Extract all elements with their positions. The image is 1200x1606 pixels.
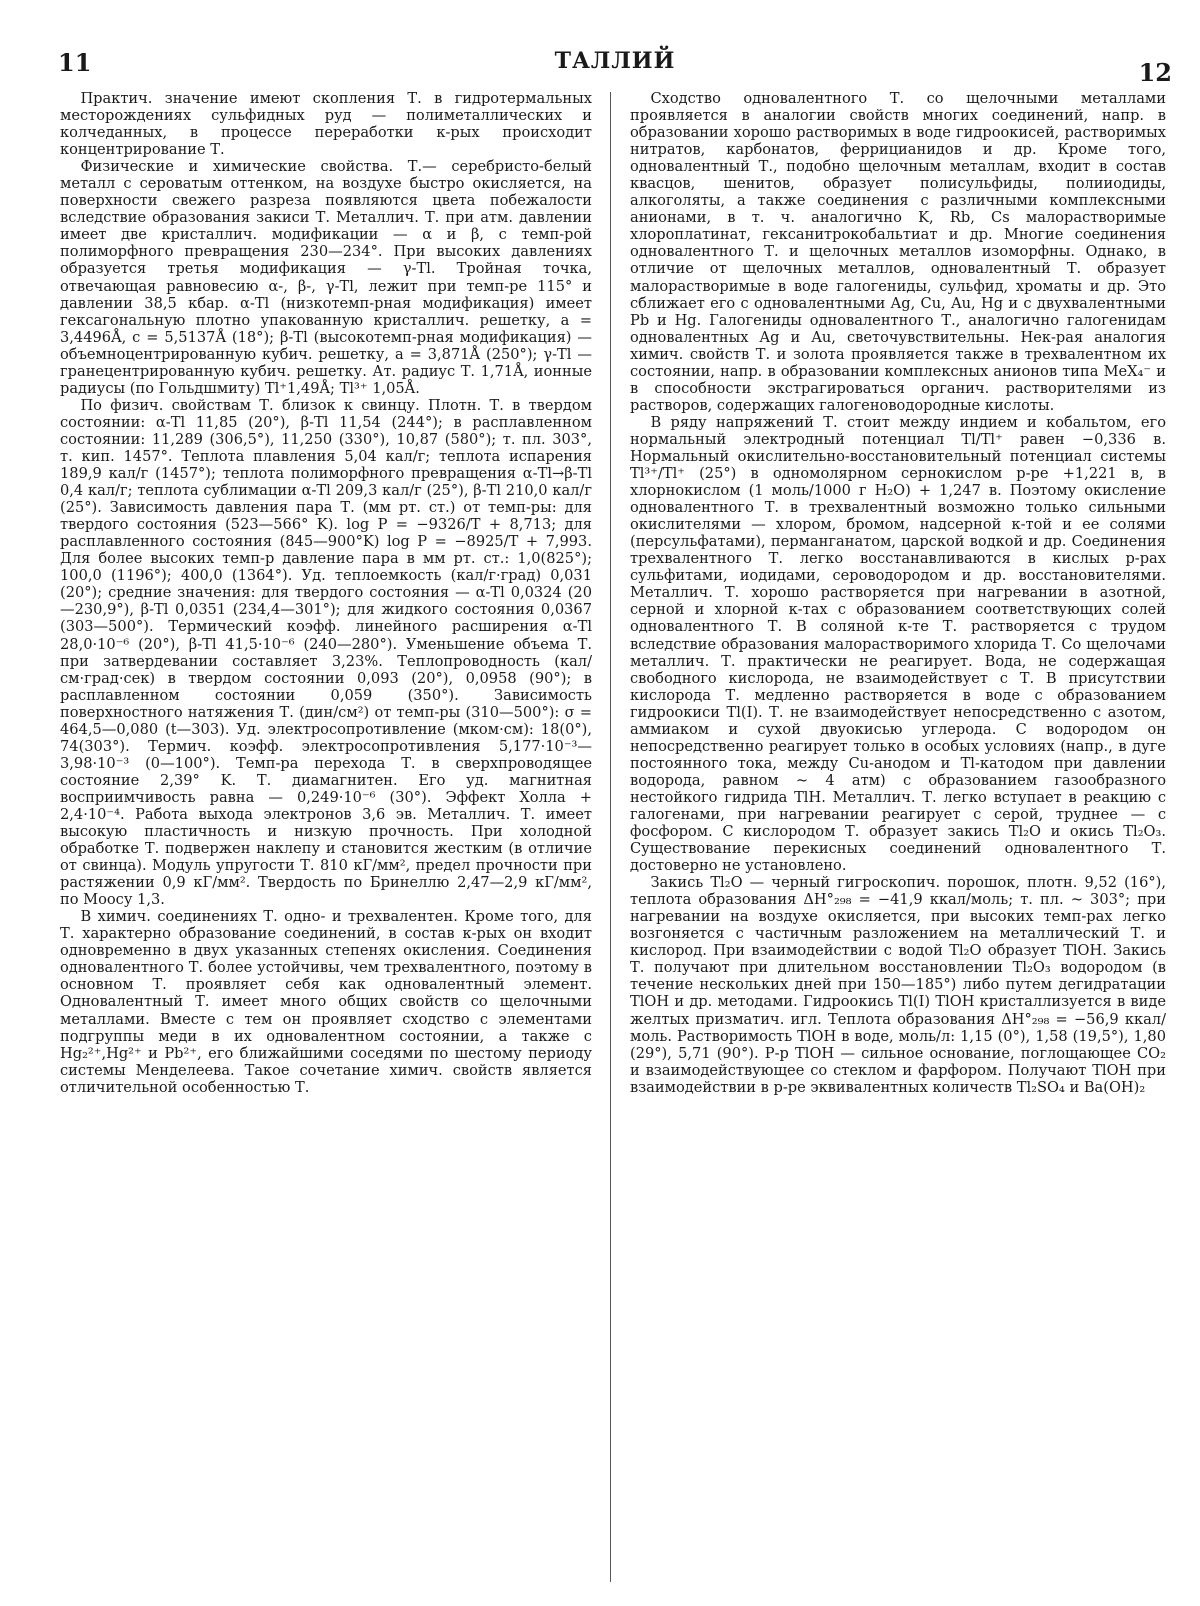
page-header bbox=[58, 48, 1172, 88]
paragraph: В ряду напряжений Т. стоит между индием и кобальтом, его нормальный электродный потенциал Tl/Tl⁺ равен −0,336 в. Нормальный окислительно-восстановительный потенциал системы Tl³⁺/Tl⁺ (25°) в одномолярном сернокислом р-ре +1,221 в, в хлорнокислом (1 моль/1000 г H₂O) + 1,247 в. Поэтому окисление одновалентного Т. в трехвалентный возможно только сильными окислителями — хлором, бромом, надсерной к-той и ее солями (персульфатами), перманганатом, царской водкой и др. Соединения трехвалентного Т. легко восстанавливаются в кислых р-рах сульфитами, иодидами, сероводородом и др. восстановителями. Металлич. Т. хорошо растворяется при нагревании в азотной, серной и хлорной к-тах с образованием соответствующих солей одновалентного Т. В соляной к-те Т. растворяется с трудом вследствие образования малорастворимого хлорида Т. Со щелочами металлич. Т. практически не реагирует. Вода, не содержащая свободного кислорода, не взаимодействует с Т. В присутствии кислорода Т. медленно растворяется в воде с образованием гидроокиси Tl(I). Т. не взаимодействует непосредственно с азотом, аммиаком и сухой двуокисью углерода. С водородом он непосредственно реагирует только в особых условиях (напр., в дуге постоянного тока, между Cu-анодом и Tl-катодом при давлении водорода, равном ~ 4 атм) с образованием газообразного нестойкого гидрида TlH. Металлич. Т. легко вступает в реакцию с галогенами, при нагревании реагирует с серой, труднее — с фосфором. С кислородом Т. образует закись Tl₂O и окись Tl₂O₃. Существование перекисных соединений одновалентного Т. достоверно не установлено. bbox=[630, 413, 1166, 875]
paragraph: В химич. соединениях Т. одно- и трехвалентен. Кроме того, для Т. характерно образование соединений, в состав к-рых он входит одновременно в двух указанных степенях окисления. Соединения одновалентного Т. более устойчивы, чем трехвалентного, поэтому в основном Т. проявляет себя как одновалентный элемент. Одновалентный Т. имеет много общих свойств со щелочными металлами. Вместе с тем он проявляет сходство с элементами подгруппы меди в их одновалентном состоянии, а также с Hg₂²⁺,Hg²⁺ и Pb²⁺, его ближайшими соседями по шестому периоду системы Менделеева. Такое сочетание химич. свойств является отличительной особенностью Т. bbox=[60, 908, 592, 1096]
paragraph: Физические и химические свойства. Т.— серебристо-белый металл с сероватым оттенком, на воздухе быстро окисляется, на поверхности свежего разреза появляются цвета побежалости вследствие образования закиси Т. Металлич. Т. при атм. давлении имеет две кристаллич. модификации — α и β, с темп-рой полиморфного превращения 230—234°. При высоких давлениях образуется третья модификация — γ-Tl. Тройная точка, отвечающая равновесию α-, β-, γ-Tl, лежит при темп-ре 115° и давлении 38,5 кбар. α-Tl (низкотемп-рная модификация) имеет гексагональную плотно упакованную кристаллич. решетку, a = 3,4496Å, c = 5,5137Å (18°); β-Tl (высокотемп-рная модификация) — объемноцентрированную кубич. решетку, a = 3,871Å (250°); γ-Tl — гранецентрированную кубич. решетку. Ат. радиус Т. 1,71Å, ионные радиусы (по Гольдшмиту) Tl⁺1,49Å; Tl³⁺ 1,05Å. bbox=[60, 158, 592, 397]
paragraph: По физич. свойствам Т. близок к свинцу. Плотн. Т. в твердом состоянии: α-Tl 11,85 (20°), β-Tl 11,54 (244°); в расплавленном состоянии: 11,289 (306,5°), 11,250 (330°), 10,87 (580°); т. пл. 303°, т. кип. 1457°. Теплота плавления 5,04 кал/г; теплота испарения 189,9 кал/г (1457°); теплота полиморфного превращения α-Tl→β-Tl 0,4 кал/г; теплота сублимации α-Tl 209,3 кал/г (25°), β-Tl 210,0 кал/г (25°). Зависимость давления пара Т. (мм рт. ст.) от темп-ры: для твердого состояния (523—566° K). log P = −9326/T + 8,713; для расплавленного состояния (845—900°K) log P = −8925/T + 7,993. Для более высоких темп-р давление пара в мм рт. ст.: 1,0(825°); 100,0 (1196°); 400,0 (1364°). Уд. теплоемкость (кал/г·град) 0,031 (20°); средние значения: для твердого состояния — α-Tl 0,0324 (20—230,9°), β-Tl 0,0351 (234,4—301°); для жидкого состояния 0,0367 (303—500°). Термический коэфф. линейного расширения α-Tl 28,0·10⁻⁶ (20°), β-Tl 41,5·10⁻⁶ (240—280°). Уменьшение объема Т. при затвердевании составляет 3,23%. Теплопроводность (кал/см·град·сек) в твердом состоянии 0,093 (20°), 0,0958 (90°); в расплавленном состоянии 0,059 (350°). Зависимость поверхностного натяжения Т. (дин/см²) от темп-ры (310—500°): σ = 464,5—0,080 (t—303). Уд. электросопротивление (мком·см): 18(0°), 74(303°). Термич. коэфф. электросопротивления 5,177·10⁻³—3,98·10⁻³ (0—100°). Темп-ра перехода Т. в сверхпроводящее состояние 2,39° K. Т. диамагнитен. Его уд. магнитная восприимчивость равна — 0,249·10⁻⁶ (30°). Эффект Холла + 2,4·10⁻⁴. Работа выхода электронов 3,6 эв. Металлич. Т. имеет высокую пластичность и низкую прочность. При холодной обработке Т. подвержен наклепу и становится жестким (в отличие от свинца). Модуль упругости Т. 810 кГ/мм², предел прочности при растяжении 0,9 кГ/мм². Твердость по Бринеллю 2,47—2,9 кГ/мм², по Моосу 1,3. bbox=[60, 396, 592, 909]
page-number-left: 11 bbox=[58, 48, 92, 77]
column-divider bbox=[610, 92, 611, 1582]
running-title: ТАЛЛИЙ bbox=[554, 48, 676, 74]
paragraph: Практич. значение имеют скопления Т. в гидротермальных месторождениях сульфидных руд — полиметаллических и колчеданных, в процессе переработки к-рых происходит концентрирование Т. bbox=[60, 90, 592, 159]
page-number-right: 12 bbox=[1138, 58, 1172, 87]
paragraph: Закись Tl₂O — черный гигроскопич. порошок, плотн. 9,52 (16°), теплота образования ΔH°₂₉₈ = −41,9 ккал/моль; т. пл. ~ 303°; при нагревании на воздухе окисляется, при высоких темп-рах легко возгоняется с частичным разложением на металлический Т. и кислород. При взаимодействии с водой Tl₂O образует TlOH. Закись Т. получают при длительном восстановлении Tl₂O₃ водородом (в течение нескольких дней при 150—185°) либо путем дегидратации TlOH и др. методами. Гидроокись Tl(I) TlOH кристаллизуется в виде желтых призматич. игл. Теплота образования ΔH°₂₉₈ = −56,9 ккал/моль. Растворимость TlOH в воде, моль/л: 1,15 (0°), 1,58 (19,5°), 1,80 (29°), 5,71 (90°). Р-р TlOH — сильное основание, поглощающее CO₂ и взаимодействующее со стеклом и фарфором. Получают TlOH при взаимодействии в р-ре эквивалентных количеств Tl₂SO₄ и Ba(OH)₂ bbox=[630, 874, 1166, 1096]
right-column bbox=[630, 90, 1166, 1096]
paragraph: Сходство одновалентного Т. со щелочными металлами проявляется в аналогии свойств многих соединений, напр. в образовании хорошо растворимых в воде гидроокисей, растворимых нитратов, карбонатов, феррицианидов и др. Кроме того, одновалентный Т., подобно щелочным металлам, входит в состав квасцов, шенитов, образует полисульфиды, полииодиды, алкоголяты, а также соединения с различными комплексными анионами, в т. ч. аналогично K, Rb, Cs малорастворимые хлороплатинат, гексанитрокобальтиат и др. Многие соединения одновалентного Т. и щелочных металлов изоморфны. Однако, в отличие от щелочных металлов, одновалентный Т. образует малорастворимые в воде галогениды, сульфид, хроматы и др. Это сближает его с одновалентными Ag, Cu, Au, Hg и с двухвалентными Pb и Hg. Галогениды одновалентного Т., аналогично галогенидам одновалентных Ag и Au, светочувствительны. Нек-рая аналогия химич. свойств Т. и золота проявляется также в трехвалентном их состоянии, напр. в образовании комплексных анионов типа MeX₄⁻ и в способности экстрагироваться органич. растворителями из растворов, содержащих галогеноводородные кислоты. bbox=[630, 90, 1166, 414]
left-column bbox=[60, 90, 592, 1096]
